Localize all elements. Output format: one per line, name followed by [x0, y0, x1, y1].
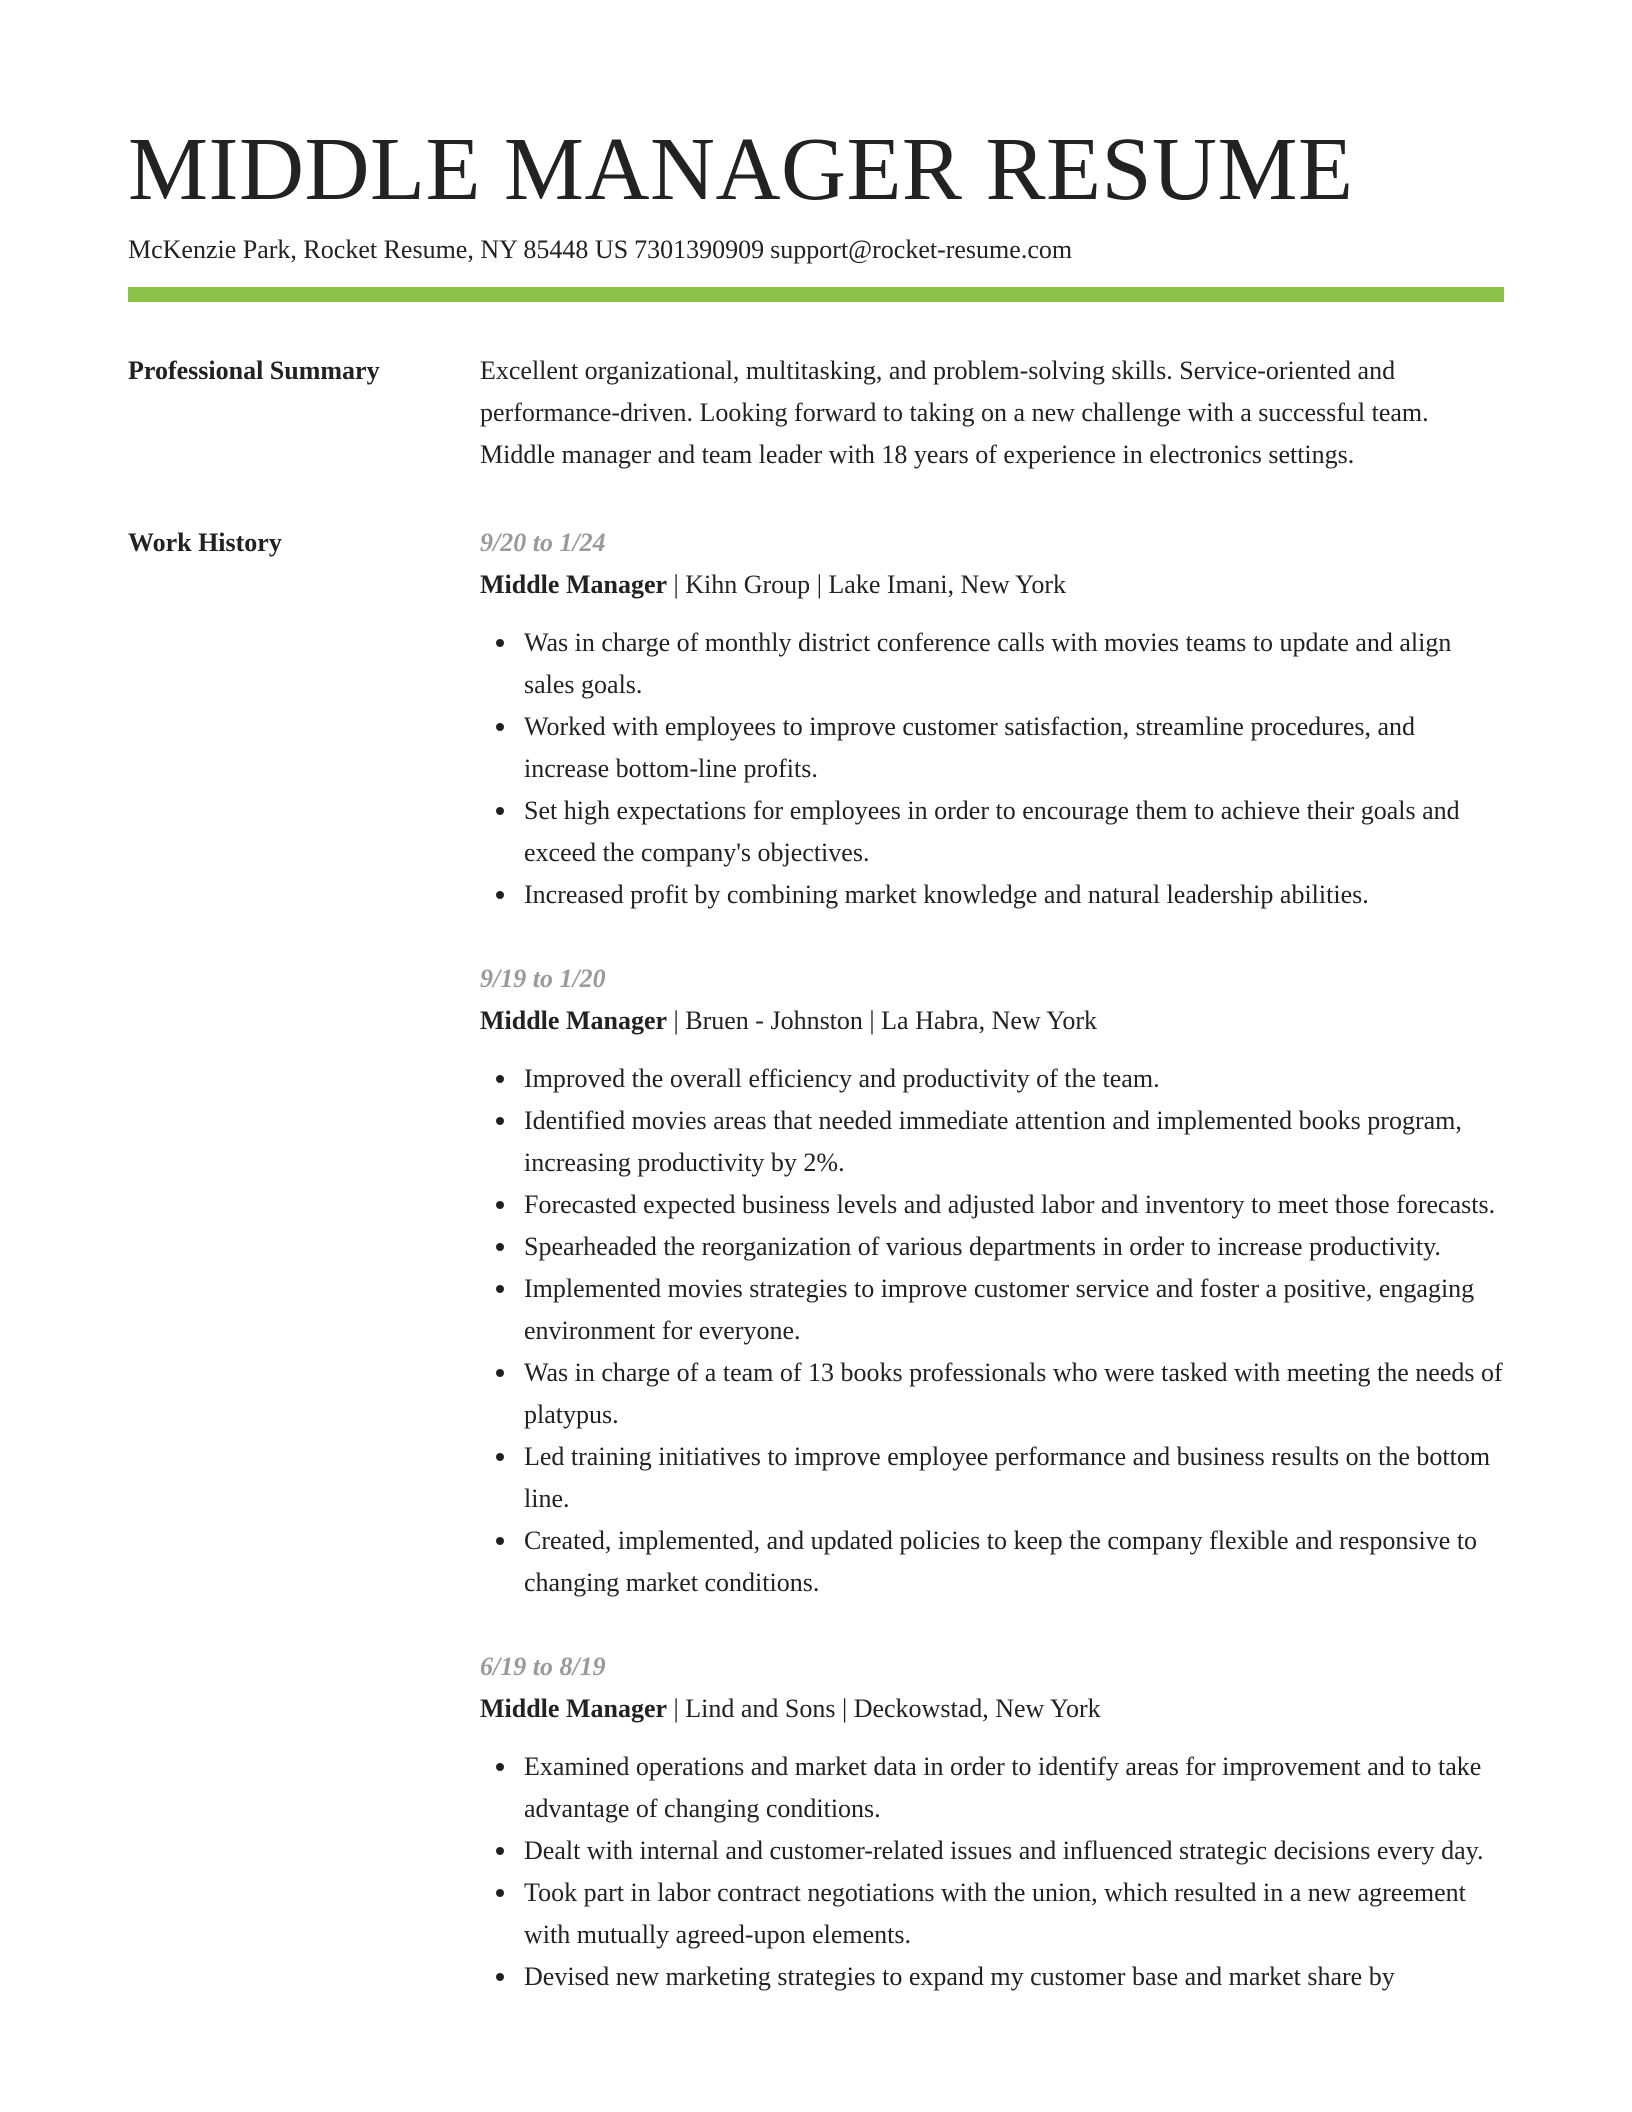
bullet-text: Set high expectations for employees in order to encourage them to achieve their goals and exceed the company's objectives.: [524, 796, 1460, 867]
job-title: Middle Manager: [480, 1006, 668, 1035]
list-item: [524, 1184, 1504, 1226]
list-item: [524, 1830, 1504, 1872]
summary-body: [480, 354, 1504, 476]
work-history-section: [128, 526, 1504, 2040]
separator: |: [810, 570, 829, 599]
work-history-label: Work History: [128, 528, 282, 557]
job-company: Bruen - Johnston: [685, 1006, 863, 1035]
job-title-line: [480, 564, 1504, 606]
job-entry: [480, 1646, 1504, 1998]
job-bullets: [480, 622, 1504, 916]
list-item: [524, 790, 1504, 874]
job-location: Lake Imani, New York: [828, 570, 1066, 599]
list-item: [524, 1956, 1504, 1998]
list-item: [524, 1520, 1504, 1604]
job-title: Middle Manager: [480, 570, 668, 599]
bullet-text: Examined operations and market data in order to identify areas for improvement and to take advantage of changing conditions.: [524, 1752, 1482, 1823]
list-item: [524, 1268, 1504, 1352]
bullet-icon: [496, 1763, 504, 1771]
job-title: Middle Manager: [480, 1694, 668, 1723]
bullet-text: Implemented movies strategies to improve customer service and foster a positive, engaging environment for everyone.: [524, 1274, 1475, 1345]
job-location: Deckowstad, New York: [853, 1694, 1101, 1723]
bullet-text: Improved the overall efficiency and productivity of the team.: [524, 1064, 1160, 1093]
bullet-text: Increased profit by combining market knowledge and natural leadership abilities.: [524, 880, 1369, 909]
bullet-icon: [496, 1285, 504, 1293]
bullet-icon: [496, 1243, 504, 1251]
list-item: [524, 1746, 1504, 1830]
list-item: [524, 874, 1504, 916]
job-bullets: [480, 1746, 1504, 1998]
list-item: [524, 1872, 1504, 1956]
separator: |: [835, 1694, 854, 1723]
contact-email: support@rocket-resume.com: [770, 235, 1073, 264]
bullet-text: Spearheaded the reorganization of various departments in order to increase productivity.: [524, 1232, 1441, 1261]
list-item: [524, 1436, 1504, 1520]
bullet-text: Was in charge of a team of 13 books professionals who were tasked with meeting the needs of platypus.: [524, 1358, 1503, 1429]
job-company: Lind and Sons: [685, 1694, 836, 1723]
bullet-icon: [496, 639, 504, 647]
bullet-text: Identified movies areas that needed immediate attention and implemented books program, increasing productivity by 2%.: [524, 1106, 1462, 1177]
contact-line: [128, 232, 1504, 268]
bullet-icon: [496, 1075, 504, 1083]
job-entry: [480, 522, 1504, 916]
list-item: [524, 1352, 1504, 1436]
bullet-text: Took part in labor contract negotiations with the union, which resulted in a new agreement with mutually agreed-upon elements.: [524, 1878, 1466, 1949]
bullet-icon: [496, 1847, 504, 1855]
bullet-text: Created, implemented, and updated policies to keep the company flexible and responsive to changing market conditions.: [524, 1526, 1478, 1597]
job-location: La Habra, New York: [881, 1006, 1098, 1035]
bullet-icon: [496, 1973, 504, 1981]
bullet-icon: [496, 1889, 504, 1897]
list-item: [524, 1226, 1504, 1268]
job-entry: [480, 958, 1504, 1604]
list-item: [524, 622, 1504, 706]
summary-label: Professional Summary: [128, 356, 380, 385]
separator: |: [667, 570, 686, 599]
bullet-text: Devised new marketing strategies to expand my customer base and market share by: [524, 1962, 1395, 1991]
job-dates: 9/19 to 1/20: [480, 964, 606, 993]
resume-title: MIDDLE MANAGER RESUME: [128, 120, 1354, 219]
bullet-icon: [496, 1369, 504, 1377]
bullet-icon: [496, 891, 504, 899]
separator: |: [667, 1006, 686, 1035]
contact-phone: 7301390909: [634, 235, 765, 264]
job-bullets: [480, 1058, 1504, 1604]
bullet-text: Led training initiatives to improve employee performance and business results on the bottom line.: [524, 1442, 1491, 1513]
list-item: [524, 706, 1504, 790]
separator: |: [667, 1694, 686, 1723]
job-company: Kihn Group: [685, 570, 811, 599]
bullet-icon: [496, 1201, 504, 1209]
bullet-text: Dealt with internal and customer-related issues and influenced strategic decisions every day.: [524, 1836, 1484, 1865]
job-dates: 9/20 to 1/24: [480, 528, 606, 557]
separator: |: [862, 1006, 882, 1035]
list-item: [524, 1100, 1504, 1184]
job-dates: 6/19 to 8/19: [480, 1652, 606, 1681]
bullet-text: Worked with employees to improve customer satisfaction, streamline procedures, and increase bottom-line profits.: [524, 712, 1416, 783]
accent-divider: [128, 287, 1504, 302]
bullet-icon: [496, 1117, 504, 1125]
bullet-icon: [496, 1453, 504, 1461]
summary-text: Excellent organizational, multitasking, and problem-solving skills. Service-oriented and performance-driven. Looking forward to taking on a new challenge with a successful team. Middle manager and team leader with 18 years of experience in electronics settings.: [480, 356, 1429, 469]
job-title-line: [480, 1000, 1504, 1042]
contact-address: McKenzie Park, Rocket Resume, NY 85448 US: [128, 235, 629, 264]
bullet-text: Was in charge of monthly district conference calls with movies teams to update and align sales goals.: [524, 628, 1452, 699]
job-title-line: [480, 1688, 1504, 1730]
resume-page: [128, 120, 1504, 2040]
bullet-text: Forecasted expected business levels and adjusted labor and inventory to meet those forecasts.: [524, 1190, 1496, 1219]
bullet-icon: [496, 807, 504, 815]
list-item: [524, 1058, 1504, 1100]
summary-section: [128, 354, 1504, 476]
bullet-icon: [496, 723, 504, 731]
work-history-body: [480, 526, 1504, 2040]
bullet-icon: [496, 1537, 504, 1545]
